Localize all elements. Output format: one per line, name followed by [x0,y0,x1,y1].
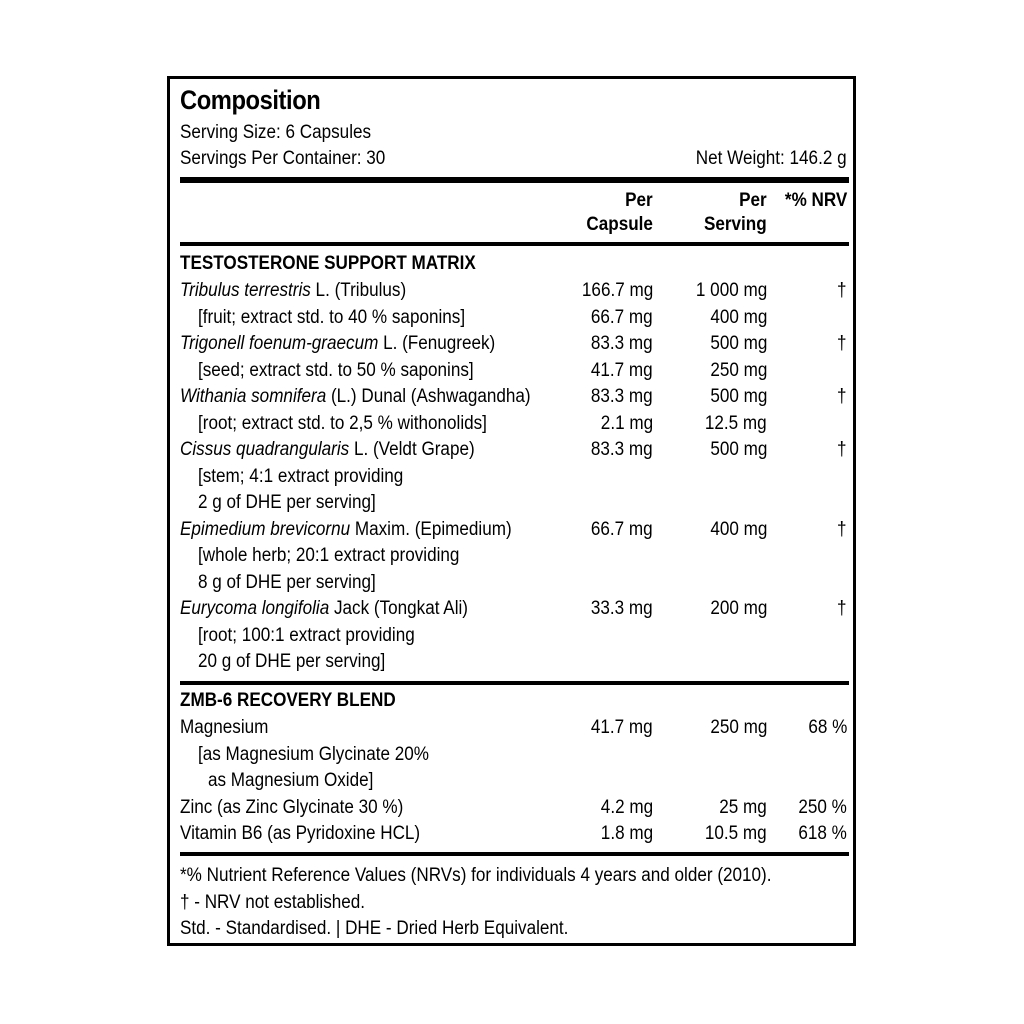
ingredient-name [180,437,475,463]
section-divider [180,681,849,685]
ingredient-detail: [as Magnesium Glycinate 20% [198,743,429,765]
nrv-value: 618 % [798,823,847,844]
per-capsule-value: 41.7 mg [591,359,653,381]
section-heading: ZMB-6 RECOVERY BLEND [180,690,396,711]
ingredient-name [180,596,468,622]
common-name: (L.) Dunal (Ashwagandha) [326,386,531,407]
ingredient-detail: [seed; extract std. to 50 % saponins] [198,359,474,381]
per-serving-value: 25 mg [719,796,767,818]
latin-name: Epimedium brevicornu [180,518,351,540]
per-serving-value: 12.5 mg [705,412,767,434]
per-capsule-value: 83.3 mg [591,386,653,407]
per-capsule-value: 41.7 mg [591,717,653,738]
latin-name: Trigonell foenum-graecum [180,333,379,354]
latin-name: Tribulus terrestris [180,280,311,301]
nrv-value: † [837,280,847,301]
ingredient-detail: [root; 100:1 extract providing [198,624,415,646]
per-serving-value: 250 mg [709,717,767,738]
net-weight: Net Weight: 146.2 g [696,148,847,169]
composition-panel [167,76,856,946]
per-serving-value: 200 mg [709,598,767,619]
per-serving-value: 400 mg [709,518,767,540]
ingredient-detail: as Magnesium Oxide] [208,770,374,791]
ingredient-name [180,278,406,304]
ingredient-name [180,517,512,543]
footnote-abbreviations: Std. - Standardised. | DHE - Dried Herb Equivalent. [180,918,569,939]
common-name: Maxim. (Epimedium) [350,518,512,540]
per-capsule-value: 4.2 mg [600,796,653,818]
ingredient-name: Magnesium [180,717,269,738]
ingredient-name [180,384,531,410]
ingredient-detail: [root; extract std. to 2,5 % withonolids] [198,412,487,434]
section-heading: TESTOSTERONE SUPPORT MATRIX [180,253,476,274]
per-serving-value: 500 mg [709,333,767,354]
ingredient-detail: 20 g of DHE per serving] [198,651,386,672]
per-capsule-value: 83.3 mg [591,333,653,354]
latin-name: Cissus quadrangularis [180,439,350,460]
serving-size: Serving Size: 6 Capsules [180,122,372,143]
per-serving-value: 500 mg [709,386,767,407]
latin-name: Eurycoma longifolia [180,598,330,619]
per-serving-value: 250 mg [709,359,767,381]
col-per-capsule-line2: Capsule [586,214,653,235]
per-capsule-value: 166.7 mg [581,280,653,301]
panel-title: Composition [180,85,321,115]
per-serving-value: 10.5 mg [705,823,767,844]
col-per-capsule-line1: Per [625,190,653,211]
ingredient-name: Zinc (as Zinc Glycinate 30 %) [180,796,404,818]
nrv-value: 250 % [798,796,847,818]
col-per-serving-line2: Serving [704,214,767,235]
nrv-value: 68 % [808,717,847,738]
nrv-value: † [837,598,847,619]
col-nrv: *% NRV [784,190,847,211]
common-name: L. (Tribulus) [310,280,407,301]
ingredient-name [180,331,495,357]
per-capsule-value: 2.1 mg [600,412,653,434]
per-capsule-value: 1.8 mg [600,823,653,844]
common-name: Jack (Tongkat Ali) [329,598,468,619]
per-capsule-value: 33.3 mg [591,598,653,619]
per-capsule-value: 66.7 mg [591,518,653,540]
header-divider [180,242,849,246]
ingredient-detail: 8 g of DHE per serving] [198,571,376,593]
nrv-value: † [837,386,847,407]
per-serving-value: 1 000 mg [695,280,767,301]
ingredient-detail: 2 g of DHE per serving] [198,492,376,513]
footnote-nrv: *% Nutrient Reference Values (NRVs) for individuals 4 years and older (2010). [180,865,772,886]
servings-per-container: Servings Per Container: 30 [180,148,386,169]
ingredient-name: Vitamin B6 (as Pyridoxine HCL) [180,823,421,844]
ingredient-detail: [whole herb; 20:1 extract providing [198,545,460,566]
latin-name: Withania somnifera [180,386,327,407]
footnote-divider [180,852,849,856]
ingredient-detail: [fruit; extract std. to 40 % saponins] [198,306,466,328]
ingredient-detail: [stem; 4:1 extract providing [198,465,404,487]
per-capsule-value: 83.3 mg [591,439,653,460]
col-per-serving-line1: Per [739,190,767,211]
per-capsule-value: 66.7 mg [591,306,653,328]
common-name: L. (Fenugreek) [378,333,496,354]
per-serving-value: 400 mg [709,306,767,328]
footnote-dagger: † - NRV not established. [180,892,366,913]
thick-divider-top [180,177,849,183]
nrv-value: † [837,518,847,540]
common-name: L. (Veldt Grape) [349,439,475,460]
nrv-value: † [837,333,847,354]
per-serving-value: 500 mg [709,439,767,460]
nrv-value: † [837,439,847,460]
